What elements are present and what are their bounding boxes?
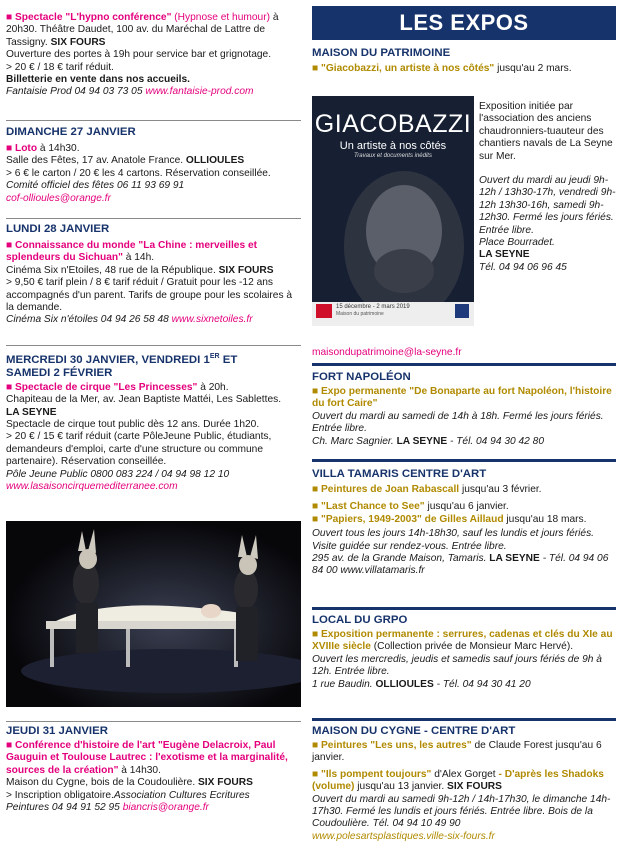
venue-heading: FORT NAPOLÉON xyxy=(312,371,411,383)
right-column xyxy=(312,0,616,861)
venue-heading: MAISON DU CYGNE - CENTRE D'ART xyxy=(312,725,516,737)
divider xyxy=(6,345,301,346)
expo-cygne: MAISON DU CYGNE - CENTRE D'ART ■ Peintures "Les uns, les autres" de Claude Forest jusqu'au 6 janvier. ■ "Ils pompent toujours" d'Alex Gorget - D'après les Shadoks (volume) jusqu'au 13 janvier. SIX FOURS Ouvert du mardi au samedi 9h-12h / 14h-17h30, le dimanche 14h-17h30. Fermé les lundis et jours fériés. Entrée libre. Bois de la Coudoulière. Tél. 04 94 10 49 90 www.polesartsplastiques.ville-six-fours.fr xyxy=(312,725,616,843)
event-title: Spectacle "L'hypno conférence" xyxy=(14,12,172,23)
divider xyxy=(6,721,301,722)
website-link[interactable]: www.fantaisie-prod.com xyxy=(145,86,254,98)
expo-patrimoine: MAISON DU PATRIMOINE ■ "Giacobazzi, un artiste à nos côtés" jusqu'au 2 mars. xyxy=(312,47,616,75)
website-link[interactable]: www.villatamaris.fr xyxy=(340,565,425,577)
divider xyxy=(6,218,301,219)
venue-heading: VILLA TAMARIS CENTRE D'ART xyxy=(312,468,487,480)
divider xyxy=(312,459,616,462)
date-heading: JEUDI 31 JANVIER xyxy=(6,725,108,737)
email-link[interactable]: maisondupatrimoine@la-seyne.fr xyxy=(312,347,462,358)
date-heading: MERCREDI 30 JANVIER, VENDREDI 1ER ET xyxy=(6,353,238,366)
email-link[interactable]: cof-ollioules@orange.fr xyxy=(6,192,111,204)
giacobazzi-poster xyxy=(312,96,474,326)
event-connaissance: LUNDI 28 JANVIER ■ Connaissance du monde "La Chine : merveilles et splendeurs du Sichuan" à 14h. Cinéma Six n'Etoiles, 48 rue de la République. SIX FOURS > 9,50 € tarif plein / 8 € tarif réduit / Gratuit pour les -12 ans accompagnés d'un parent. Tarifs de groupe pour les scolaires à la demande. Cinéma Six n'étoiles 04 94 26 58 48 www.sixnetoiles.fr xyxy=(6,223,301,327)
expo-tamaris: VILLA TAMARIS CENTRE D'ART ■ Peintures de Joan Rabascall jusqu'au 3 février. ■ "Last Chance to See" jusqu'au 6 janvier. ■ "Papiers, 1949-2003" de Gilles Aillaud jusqu'au 18 mars. Ouvert tous les jours 14h-18h30, sauf les lundis et jours fériés. Visite guidée sur rendez-vous. Entrée libre. 295 av. de la Grande Maison, Tamaris. LA SEYNE - Tél. 04 94 06 84 00 www.villatamaris.fr xyxy=(312,468,616,578)
patrimoine-info: Exposition initiée par l'association des anciens chaudronniers-tuauteur des chantiers navals de La Seyne sur Mer. Ouvert du mardi au jeudi 9h-12h / 13h30-17h, vendredi 9h-12h 13h30-16h, samedi 9h-12h30. Fermé les jours fériés. Entrée libre. Place Bourradet. LA SEYNE Tél. 04 94 06 96 45 xyxy=(479,101,616,273)
date-heading: LUNDI 28 JANVIER xyxy=(6,223,110,235)
venue-heading: LOCAL DU GRPO xyxy=(312,614,408,626)
section-banner: LES EXPOS xyxy=(312,6,616,40)
venue-heading: MAISON DU PATRIMOINE xyxy=(312,47,451,59)
poster-dates: 15 décembre - 2 mars 2019 xyxy=(336,304,410,310)
website-link[interactable]: www.lasaisoncirquemediterranee.com xyxy=(6,481,178,493)
divider xyxy=(312,607,616,610)
poster-subtitle: Un artiste à nos côtés xyxy=(339,140,447,152)
event-conference: JEUDI 31 JANVIER ■ Conférence d'histoire de l'art "Eugène Delacroix, Paul Gauguin et Toulouse Lautrec : l'exotisme et la marginalité, sources de la création" à 14h30. Maison du Cygne, bois de la Coudoulière. SIX FOURS > Inscription obligatoire.Association Cultures Ecritures Peintures 04 94 91 52 95 biancris@orange.fr xyxy=(6,725,301,814)
date-heading: DIMANCHE 27 JANVIER xyxy=(6,126,136,138)
event-princesses: MERCREDI 30 JANVIER, VENDREDI 1ER ET SAMEDI 2 FÉVRIER ■ Spectacle de cirque "Les Princesses" à 20h. Chapiteau de la Mer, av. Jean Baptiste Mattéi, Les Sablettes. LA SEYNE Spectacle de cirque tout public dès 12 ans. Durée 1h20. > 20 € / 15 € tarif réduit (carte PôleJeune Public, étudiants, demandeurs d'emploi, carte d'une structure ou commune partenaire). Réservation conseillée. Pôle Jeune Public 0800 083 224 / 04 94 98 12 10 www.lasaisoncirquemediterranee.com xyxy=(6,350,301,493)
divider xyxy=(6,120,301,121)
act-logo xyxy=(316,304,332,318)
expo-napoleon: FORT NAPOLÉON ■ Expo permanente "De Bonaparte au fort Napoléon, l'histoire du fort Caire" Ouvert du mardi au samedi de 14h à 18h. Fermé les jours fériés. Entrée libre. Ch. Marc Sagnier. LA SEYNE - Tél. 04 94 30 42 80 xyxy=(312,371,616,448)
email-link[interactable]: biancris@orange.fr xyxy=(122,802,209,814)
event-hypno: ■ Spectacle "L'hypno conférence" (Hypnose et humour) à 20h30. Théâtre Daudet, 100 av. du Maréchal de Lattre de Tassigny. SIX FOURS Ouverture des portes à 19h pour service bar et grignotage. > 20 € / 18 € tarif réduit. Billetterie en vente dans nos accueils. Fantaisie Prod 04 94 03 73 05 www.fantaisie-prod.com xyxy=(6,12,279,98)
seyne-logo xyxy=(455,304,469,318)
poster-title: GIACOBAZZI xyxy=(314,110,472,138)
poster-subtitle-2: Travaux et documents inédits xyxy=(354,153,432,159)
circus-photo xyxy=(6,521,301,707)
poster-place: Maison du patrimoine xyxy=(336,311,384,317)
divider xyxy=(312,718,616,721)
website-link[interactable]: www.sixnetoiles.fr xyxy=(171,314,253,326)
expo-grpo: LOCAL DU GRPO ■ Exposition permanente : serrures, cadenas et clés du XIe au XVIIIe siècle (Collection privée de Monsieur Marc Hervé). Ouvert les mercredis, jeudis et samedis sauf jours fériés de 9h à 12h. Entrée libre. 1 rue Baudin. OLLIOULES - Tél. 04 94 30 41 20 xyxy=(312,614,616,691)
event-loto: DIMANCHE 27 JANVIER ■ Loto à 14h30. Salle des Fêtes, 17 av. Anatole France. OLLIOULES > 6 € le carton / 20 € les 4 cartons. Réservation conseillée. Comité officiel des fêtes 06 11 93 69 91 cof-ollioules@orange.fr xyxy=(6,126,301,205)
divider xyxy=(312,363,616,366)
website-link[interactable]: www.polesartsplastiques.ville-six-fours.fr xyxy=(312,830,495,842)
